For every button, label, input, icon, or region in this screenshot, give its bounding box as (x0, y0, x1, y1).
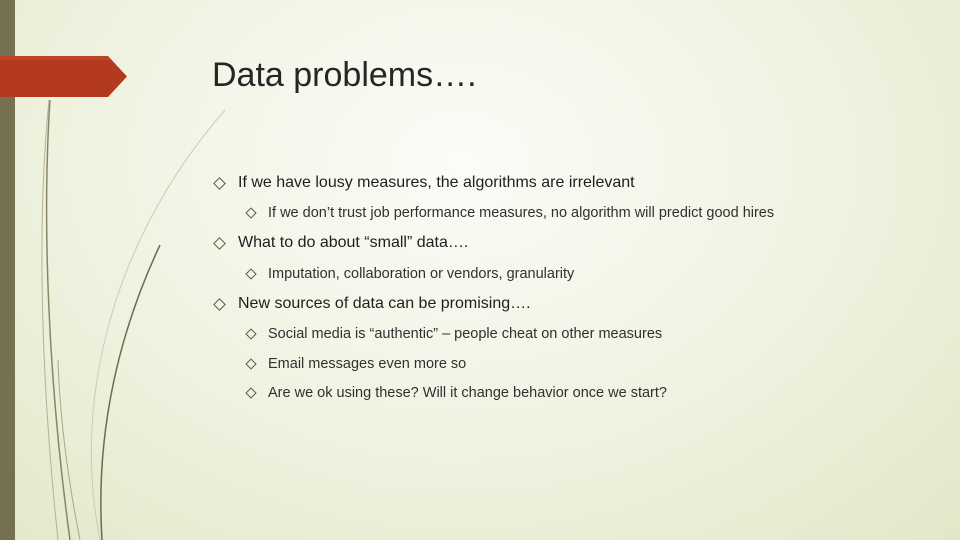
bullet-item (215, 295, 531, 313)
bullet-text: Are we ok using these? Will it change behavior once we start? (268, 385, 667, 401)
slide-title: Data problems…. (212, 56, 477, 94)
arrow-marker-icon (0, 56, 127, 97)
diamond-bullet-icon (213, 298, 226, 311)
sub-bullet-item (247, 205, 774, 221)
diamond-bullet-icon (245, 207, 256, 218)
bullet-item (215, 174, 635, 192)
diamond-bullet-icon (245, 358, 256, 369)
bullet-text: What to do about “small” data…. (238, 234, 469, 251)
bullet-text: New sources of data can be promising…. (238, 295, 531, 312)
bullet-text: If we have lousy measures, the algorithms are irrelevant (238, 174, 635, 191)
sub-bullet-item (247, 266, 574, 282)
diamond-bullet-icon (245, 328, 256, 339)
diamond-bullet-icon (213, 177, 226, 190)
diamond-bullet-icon (245, 387, 256, 398)
bullet-text: Email messages even more so (268, 356, 467, 372)
bullet-text: If we don’t trust job performance measures, no algorithm will predict good hires (268, 205, 775, 221)
diamond-bullet-icon (245, 268, 256, 279)
bullet-text: Imputation, collaboration or vendors, granularity (268, 266, 575, 282)
sub-bullet-item (247, 326, 662, 342)
sub-bullet-item (247, 356, 466, 372)
sub-bullet-item (247, 385, 667, 401)
diamond-bullet-icon (213, 237, 226, 250)
bullet-item (215, 234, 468, 252)
bullet-text: Social media is “authentic” – people cheat on other measures (268, 326, 663, 342)
